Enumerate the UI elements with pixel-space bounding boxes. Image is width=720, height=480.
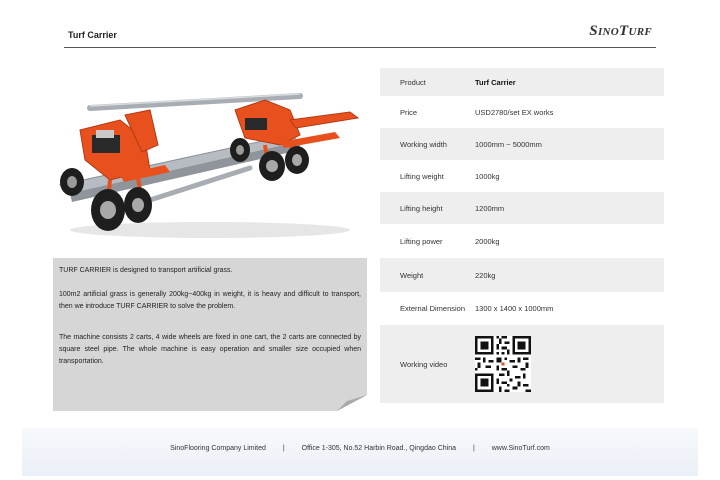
spec-row-lifting-height xyxy=(380,192,664,224)
spec-value: USD2780/set EX works xyxy=(475,107,554,117)
footer-separator: | xyxy=(472,445,475,452)
wheel xyxy=(259,151,285,181)
spec-label: Weight xyxy=(400,270,424,280)
product-photo xyxy=(50,90,370,250)
spec-row-product xyxy=(380,68,664,96)
spec-label: Working video xyxy=(400,359,448,369)
spec-label: Price xyxy=(400,107,418,117)
spec-row-working-width xyxy=(380,128,664,160)
description-paragraph: 100m2 artificial grass is generally 200kg~400kg in weight, it is heavy and difficult to transport, then we introduce TURF CARRIER to solve the problem. xyxy=(59,291,361,310)
spec-value: 2000kg xyxy=(475,236,500,246)
wheel xyxy=(285,146,309,174)
brand-logo: SinoTurf xyxy=(589,23,652,39)
spec-label: External Dimension xyxy=(400,304,466,313)
spec-label: Lifting power xyxy=(400,236,443,246)
spec-row-price xyxy=(380,96,664,128)
wheel xyxy=(124,187,152,223)
spec-row-external-dimension xyxy=(380,292,664,325)
spec-row-lifting-power xyxy=(380,224,664,258)
description-text xyxy=(59,265,361,380)
description-box xyxy=(53,258,367,411)
spec-table xyxy=(380,68,664,403)
wheel xyxy=(91,189,125,231)
spec-value: 220kg xyxy=(475,270,496,280)
wheel xyxy=(230,138,250,162)
page-title: Turf Carrier xyxy=(68,30,117,40)
footer xyxy=(22,428,698,476)
spec-label: Lifting weight xyxy=(400,171,444,181)
spec-label: Lifting height xyxy=(400,203,443,213)
wheel xyxy=(60,168,84,196)
spec-row-lifting-weight xyxy=(380,160,664,192)
page-curl-decoration xyxy=(337,395,367,411)
page-header xyxy=(64,22,656,48)
footer-address: Office 1-305, No.52 Harbin Road., Qingdao China xyxy=(301,445,456,452)
spec-value: 1300 x 1400 x 1000mm xyxy=(475,304,554,313)
footer-text xyxy=(22,445,698,452)
spec-value: 1000mm ~ 5000mm xyxy=(475,139,542,149)
spec-value: 1200mm xyxy=(475,203,505,213)
spec-value xyxy=(475,336,664,392)
footer-separator: | xyxy=(282,445,285,452)
description-paragraph: TURF CARRIER is designed to transport artificial grass. xyxy=(59,267,233,274)
footer-website-link[interactable]: www.SinoTurf.com xyxy=(491,445,550,452)
spec-row-working-video xyxy=(380,325,664,403)
spec-label: Product xyxy=(400,77,426,87)
spec-value: Turf Carrier xyxy=(475,77,516,87)
qr-code-icon[interactable] xyxy=(475,336,531,392)
description-paragraph: The machine consists 2 carts, 4 wide wheels are fixed in one cart, the 2 carts are connected by square steel pipe. The whole machine is easy operation and smaller size occupied when transportation. xyxy=(59,334,361,365)
footer-company: SinoFlooring Company Limited xyxy=(170,445,266,452)
spec-label: Working width xyxy=(400,139,447,149)
spec-value: 1000kg xyxy=(475,171,500,181)
spec-row-weight xyxy=(380,258,664,292)
